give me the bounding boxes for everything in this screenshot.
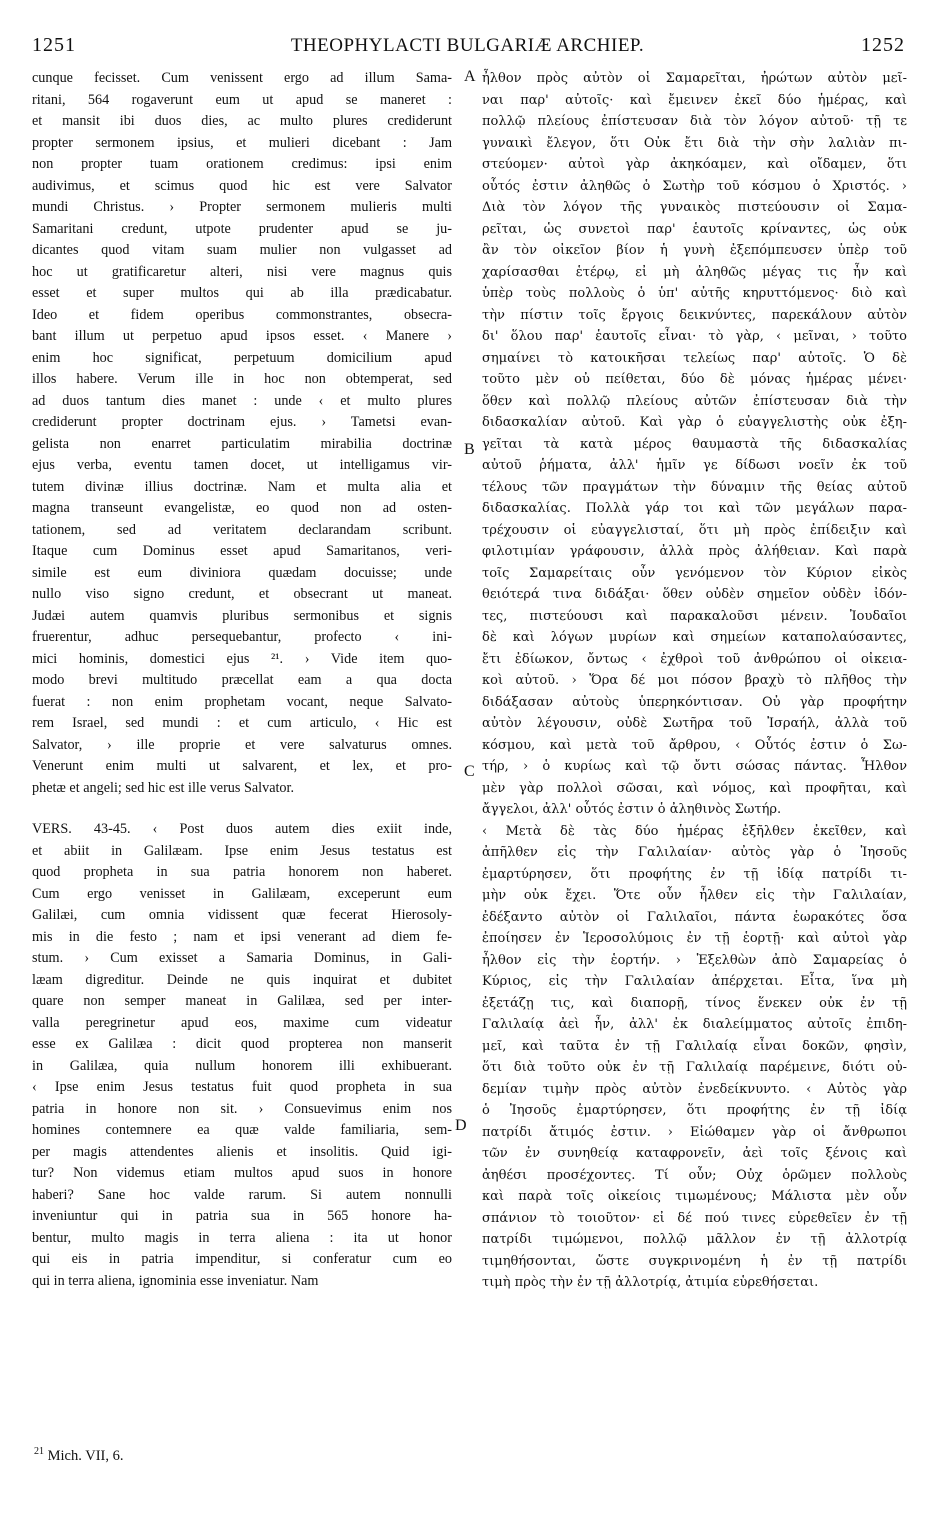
latin-text-line: gelista non enarret particulatim mirabilia doctrinæ [32, 435, 452, 452]
latin-text-line: hoc ut gratificaretur alteri, nisi vere magnus quis [32, 263, 452, 280]
margin-letter-a: A [464, 68, 476, 85]
greek-text-line: ἂν τὸν οἰκεῖον βίον ἡ γυνὴ ἐξεπόμπευσεν ὑπὲρ τοῦ [482, 243, 907, 258]
greek-text-line: τιμὴ πρὸς τὴν ἐν τῇ ἀλλοτρίᾳ, ἀτιμία εὑρεθήσεται. [482, 1275, 819, 1290]
latin-text-line: et mansit ibi duos dies, ac multo plures crediderunt [32, 113, 452, 129]
latin-text-line: patria in honore non sit. › Consuevimus enim nos [32, 1100, 452, 1117]
greek-text-line: ἀπῆλθεν εἰς τὴν Γαλιλαίαν· αὐτὸς γὰρ ὁ Ἰησοῦς [482, 845, 907, 860]
greek-text-line: ἐδέξαντο αὐτὸν οἱ Γαλιλαῖοι, πάντα ἑωρακότες ὅσα [482, 909, 907, 925]
latin-text-line: esse ex Galilæa : dicit quod propterea non manserit [32, 1036, 452, 1052]
latin-text-line: simile est eum diviniora quædam docuisse; unde [32, 564, 452, 581]
margin-letter-d: D [455, 1117, 467, 1134]
latin-text-line: ‹ Ipse enim Jesus testatus fuit quod propheta in sua [32, 1079, 452, 1095]
greek-column [482, 68, 907, 1294]
footnote [34, 1446, 123, 1465]
greek-text-line: ἐποίησεν ἐν Ἱεροσολύμοις ἐν τῇ ἑορτῇ· καὶ αὐτοὶ γὰρ [482, 931, 907, 946]
greek-text-line: δὲ καὶ λόγων μυρίων καὶ σημείων καταπολαύσαντες, [482, 630, 907, 645]
greek-text-line: διδασκαλίαν αὐτοῦ. Καὶ γὰρ ὁ εὐαγγελιστὴς οὐκ ἐξη- [482, 415, 907, 430]
greek-text-line: τοῦτο μὲν οὐ πείθεται, δύο δὲ μόνας ἡμέρας μένει· [482, 372, 907, 387]
greek-text-line: ‹ Μετὰ δὲ τὰς δύο ἡμέρας ἐξῆλθεν ἐκεῖθεν, καὶ [482, 823, 907, 839]
greek-text-line: τέλους τῶν πραγμάτων τὴν δύναμιν τῆς θείας αὐτοῦ [482, 479, 907, 495]
greek-text-line: τοῖς Σαμαρείταις οὖν γενόμενον τὸν Κύριον εἰκὸς [482, 565, 907, 581]
latin-text-line: VERS. 43-45. ‹ Post duos autem dies exiit inde, [32, 821, 452, 837]
greek-text-line: ἦλθον πρὸς αὐτὸν οἱ Σαμαρεῖται, ἠρώτων αὐτὸν μεῖ- [482, 71, 907, 86]
latin-text-line: illos habere. Verum ille in hoc non obtemperat, sed [32, 371, 452, 387]
greek-text-line: αὐτοῦ ῥήματα, ἀλλ' ἡμῖν γε δίδωσι νοεῖν ἐκ τοῦ [482, 458, 907, 473]
latin-text-line: qui eis in patria impenditur, si conferatur cum eo [32, 1251, 452, 1267]
greek-text-line: διδασκαλίας. Πολλὰ γάρ τοι καὶ τῶν μεγάλων παρα- [482, 501, 907, 516]
latin-text-line: nullo viso signo credunt, et obsecrant ut maneat. [32, 586, 452, 602]
greek-text-line: γεῖται τὰ κατὰ μέρος θαυμαστὰ τῆς διδασκαλίας [482, 436, 907, 452]
greek-text-line: τῶν ἐν συνηθείᾳ καταφρονεῖν, ἀεὶ τοῖς ξένοις καὶ [482, 1146, 907, 1161]
greek-text-line: τες, πιστεύουσι καὶ παρακαλοῦσι μένειν. Ἰουδαῖοι [482, 608, 907, 624]
latin-text-line: Venerunt enim multi ut salvarent, et lex, et pro- [32, 758, 452, 774]
latin-text-line: ejus verba, eventu tamen docet, ut intelligamus vir- [32, 457, 452, 473]
latin-text-line: Itaque cum Dominus esset apud Samaritanos, veri- [32, 543, 452, 559]
greek-text-line: τήρ, › ὁ κυρίως καὶ τῷ ὄντι σώσας πάντας. Ἦλθον [482, 759, 907, 774]
latin-text-line: quare non semper maneat in Galilæa, sed per inter- [32, 993, 452, 1009]
greek-text-line: δεμίαν τιμὴν πρὸς αὐτὸν ἐνεδείκνυντο. ‹ Αὐτὸς γὰρ [482, 1081, 907, 1097]
latin-text-line: Cum ergo venisset in Galilæam, exceperunt eum [32, 885, 452, 902]
greek-text-line: στεύομεν· αὐτοὶ γὰρ ἀκηκόαμεν, καὶ οἴδαμεν, ὅτι [482, 157, 907, 172]
greek-text-line: διδάξασαν αὐτοὺς ὑπερηκόντισαν. Οὐ γὰρ προφήτην [482, 694, 907, 710]
latin-text-line: Samaritani credunt, utpote prudenter apud se ju- [32, 220, 452, 237]
greek-text-line: ἔτι ἐδίωκον, ὄντως ‹ ἐχθροὶ τοῦ ἀνθρώπου οἱ οἰκεια- [482, 651, 907, 667]
latin-text-line: ritani, 564 rogaverunt eum ut apud se maneret : [32, 91, 452, 108]
latin-text-line: fruerentur, adhuc persequebantur, profecto ‹ ini- [32, 629, 452, 645]
latin-text-line: phetæ et angeli; sed hic est ille verus Salvator. [32, 779, 295, 796]
greek-text-line: Γαλιλαίᾳ ἀεὶ ἦν, ἀλλ' ἐκ διαλείμματος αὐτοῖς ἐπιδη- [482, 1017, 907, 1032]
latin-text-line: per magis attendentes alienis et insolitis. Quid igi- [32, 1143, 452, 1160]
greek-text-line: οὗτός ἐστιν ἀληθῶς ὁ Σωτὴρ τοῦ κόσμου ὁ Χριστός. › [482, 178, 907, 194]
greek-text-line: τρέχουσιν οἱ εὐαγγελισταί, ὅτι μὴ πρὸς ἐπίδειξιν καὶ [482, 522, 907, 538]
greek-text-line: πατρίδι τιμώμενοι, πολλῷ μᾶλλον ἐν τῇ ἀλλοτρίᾳ [482, 1232, 907, 1247]
latin-text-line: tur? Non videmus etiam multos apud suos in honore [32, 1165, 452, 1181]
latin-text-line: mundi Christus. › Propter sermonem mulieris multi [32, 199, 452, 215]
latin-text-line: dicantes quod vitam suam mulier non vulgasset ad [32, 242, 452, 258]
page-number-left: 1251 [32, 34, 76, 56]
greek-text-line: σπάνιον τὸ τοιοῦτον· εἰ δέ πού τινες εὑρεθεῖεν ἐν τῇ [482, 1210, 907, 1226]
latin-text-line: tationem, sed ad veritatem declarandam scribunt. [32, 521, 452, 538]
latin-text-line: fuerat : non enim prophetam vocant, neque Salvato- [32, 693, 452, 710]
greek-text-line: ὅτι διὰ τοῦτο οὐκ ἐν τῇ Γαλιλαίᾳ παρέμεινε, διότι οὐ- [482, 1060, 907, 1075]
latin-text-line: haberi? Sane hoc valde rarum. Si autem nonnulli [32, 1186, 452, 1203]
latin-text-line: enim hoc significat, perpetuum domicilium apud [32, 349, 452, 366]
latin-text-line: ad duos tantum dies manet : unde ‹ et multo plures [32, 392, 452, 409]
greek-text-line: ὁ Ἰησοῦς ἐμαρτύρησεν, ὅτι προφήτης ἐν τῇ ἰδίᾳ [482, 1103, 907, 1118]
footnote-number: 21 [34, 1446, 44, 1457]
greek-text-line: κόσμου, καὶ μετὰ τοῦ ἄρθρου, ‹ Οὗτός ἐστιν ὁ Σω- [482, 737, 907, 753]
latin-text-line: esset et super multos qui ab illa prædicabatur. [32, 285, 452, 301]
greek-text-line: γυναικὶ ἔλεγον, ὅτι Οὐκ ἔτι διὰ τὴν σὴν λαλιὰν πι- [482, 135, 907, 151]
latin-text-paragraph-gap [32, 799, 452, 819]
latin-text-line: Ideo et fidem operibus commonstrantes, obsecra- [32, 306, 452, 323]
greek-text-line: ἐμαρτύρησεν, ὅτι προφήτης ἐν τῇ ἰδίᾳ πατρίδι τι- [482, 866, 907, 882]
latin-text-line: bentur, multo magis in terra aliena : ita ut honor [32, 1229, 452, 1246]
latin-text-line: et abiit in Galilæam. Ipse enim Jesus testatus est [32, 842, 452, 859]
latin-text-line: Salvator, › ille proprie et vere salvaturus omnes. [32, 736, 452, 753]
greek-text-line: μὴν οὐκ ἔχει. Ὅτε οὖν ἦλθεν εἰς τὴν Γαλιλαίαν, [482, 888, 907, 903]
latin-text-line: tutem divinæ illius doctrinæ. Nam et multa alia et [32, 478, 452, 495]
latin-text-line: in Galilæa, quia nullum honorem illi exhibuerant. [32, 1057, 452, 1074]
latin-column [32, 68, 452, 1292]
latin-text-line: rem Israel, sed mundi : et cum articulo, ‹ Hic est [32, 715, 452, 731]
greek-text-line: ἄγγελοι, ἀλλ' οὗτός ἐστιν ὁ ἀληθινὸς Σωτήρ. [482, 802, 782, 817]
greek-text-line: τὴν πίστιν τοῖς ἔργοις δεικνύντες, παρεκάλουν αὐτὸν [482, 307, 907, 323]
latin-text-line: Judæi autem quamvis pluribus sermonibus et signis [32, 607, 452, 624]
greek-text-line: ναι παρ' αὐτοῖς· καὶ ἔμεινεν ἐκεῖ δύο ἡμέρας, καὶ [482, 92, 907, 108]
latin-text-line: crediderunt propter doctrinam ejus. › Tametsi evan- [32, 414, 452, 430]
latin-text-line: mis in die festo ; nam et ipsi venerant ad diem fe- [32, 928, 452, 945]
latin-text-line: audivimus, et scimus quod hic est vere Salvator [32, 177, 452, 194]
margin-letter-b: B [464, 441, 475, 458]
greek-text-line: Διὰ τὸν λόγον τῆς γυναικὸς πιστεύουσιν οἱ Σαμα- [482, 200, 907, 215]
margin-letter-c: C [464, 763, 475, 780]
greek-text-line: καὶ παρὰ τοῖς οἰκείοις τιμωμένους; Μάλιστα μὲν οὖν [482, 1189, 907, 1204]
greek-text-line: πατρίδι ἄτιμός ἐστιν. › Εἰώθαμεν γὰρ οἱ ἄνθρωποι [482, 1124, 907, 1140]
greek-text-line: χαρίσασθαι ἑτέρῳ, εἰ μὴ ἀληθῶς μέγας τις ἦν καὶ [482, 264, 907, 280]
greek-text-line: δι' ὅλου παρ' ἑαυτοῖς εἶναι· τὸ γὰρ, ‹ μεῖναι, › τοῦτο [482, 329, 907, 344]
greek-text-line: θειότερά τινα διδάξαι· ὅθεν οὐδὲν σημεῖον οὐδὲν ἰδόν- [482, 587, 907, 602]
greek-text-line: τιμηθήσονται, ὥστε συγκρινομένη ἡ ἐν τῇ πατρίδι [482, 1253, 907, 1269]
greek-text-line: πολλῷ πλείους ἐπίστευσαν διὰ τὸν λόγον αὐτοῦ· τῇ τε [482, 114, 907, 129]
latin-text-line: propter sermonem ipsius, et mulieri dicebant : Jam [32, 134, 452, 151]
latin-text-line: qui in terra aliena, ignominia esse inveniatur. Nam [32, 1272, 319, 1289]
greek-text-line: ἀηθέσι προσέχοντες. Τί οὖν; Οὐχ ὁρῶμεν πολλοὺς [482, 1167, 907, 1183]
greek-text-line: μεῖ, καὶ ταῦτα ἐν τῇ Γαλιλαίᾳ εἶναι δοκῶν, φησὶν, [482, 1038, 907, 1054]
footnote-text: Mich. VII, 6. [47, 1447, 124, 1464]
latin-text-line: magna transeunt evangelistæ, eo quod non ad osten- [32, 500, 452, 516]
latin-text-line: Galilæi, cum omnia vidissent quæ fecerat Hierosoly- [32, 907, 452, 923]
greek-text-line: φιλοτιμίαν γράφουσιν, ἀλλὰ πρὸς ἀλήθειαν. Καὶ παρὰ [482, 544, 907, 559]
latin-text-line: modo brevi multitudo præcellat eam a qua docta [32, 672, 452, 688]
latin-text-line: homines contemnere ea quæ valde familiaria, sem- [32, 1122, 452, 1138]
running-title: THEOPHYLACTI BULGARIÆ ARCHIEP. [290, 35, 645, 56]
greek-text-line: ὑπὲρ τοὺς πολλοὺς ὁ ὑπ' αὐτῆς κηρυττόμενος· διὸ καὶ [482, 286, 907, 301]
greek-text-line: μὲν γὰρ πολλοὶ σῶσαι, καὶ νόμος, καὶ προφῆται, καὶ [482, 780, 907, 796]
page-number-right: 1252 [861, 34, 905, 56]
latin-text-line: læam digreditur. Deinde ne quis inquirat et dubitet [32, 971, 452, 988]
greek-text-line: κοὶ αὐτοῦ. › Ὅρα δέ μοι πόσον βραχὺ τὸ πλῆθος τὴν [482, 673, 907, 688]
latin-text-line: quod propheta in sua patria honorem non haberet. [32, 864, 452, 880]
running-head [0, 34, 935, 60]
greek-text-line: Κύριος, εἰς τὴν Γαλιλαίαν ἀπέρχεται. Εἶτα, ἵνα μὴ [482, 974, 907, 989]
latin-text-line: non propter tuam orationem credimus: ipsi enim [32, 156, 452, 172]
latin-text-line: stum. › Cum exisset a Samaria Dominus, in Gali- [32, 950, 452, 966]
latin-text-line: bant illum ut perpetuo apud ipsos esset. ‹ Manere › [32, 328, 452, 344]
greek-text-line: αὐτὸν λέγουσιν, οὐδὲ Σωτῆρα τοῦ Ἰσραήλ, ἀλλὰ τοῦ [482, 716, 907, 731]
greek-text-line: ὅθεν καὶ πολλῷ πλείους αὐτῶν ἐπίστευσαν διὰ τὴν [482, 393, 907, 409]
latin-text-line: cunque fecisset. Cum venissent ergo ad illum Sama- [32, 70, 452, 86]
latin-text-line: inveniuntur qui in patria sua in 565 honore ha- [32, 1208, 452, 1224]
latin-text-line: mici hominis, domestici ejus ²¹. › Vide item quo- [32, 650, 452, 667]
greek-text-line: ἦλθον εἰς τὴν ἑορτήν. › Ἐξελθὼν ἀπὸ Σαμαρείας ὁ [482, 952, 907, 968]
greek-text-line: ἐξετάζῃ τις, καὶ διαπορῇ, τίνος ἕνεκεν οὐκ ἐν τῇ [482, 995, 907, 1011]
greek-text-line: ρεῖται, ὡς συνετοὶ παρ' ἑαυτοῖς κρίναντες, ὡς οὐκ [482, 221, 907, 237]
latin-text-line: valla peregrinetur apud eos, maxime cum videatur [32, 1014, 452, 1031]
greek-text-line: σημαίνει τὸ κατοικῆσαι τελείως παρ' αὐτοῖς. Ὁ δὲ [482, 350, 907, 366]
